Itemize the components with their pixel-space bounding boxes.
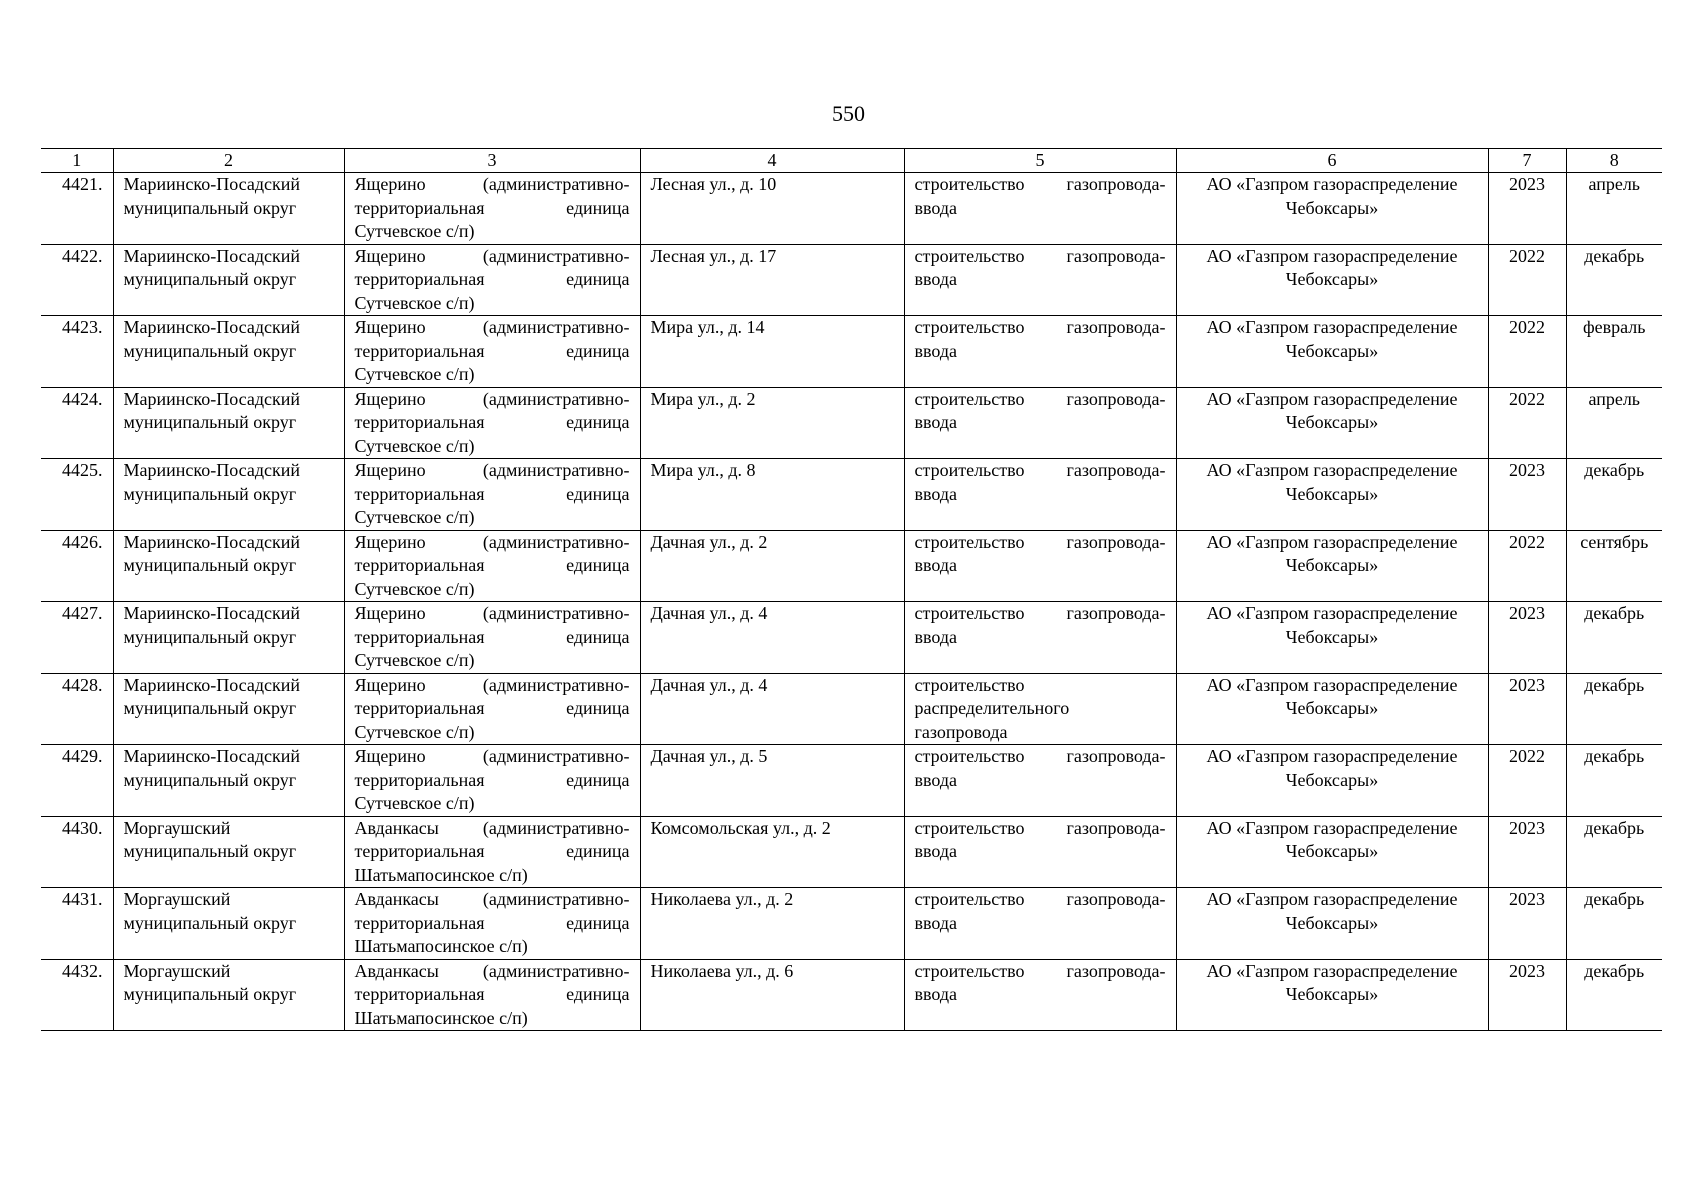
locality-cell: Ящерино (административно-территориальная единица Сутчевское с/п)	[344, 316, 640, 388]
district-cell: Мариинско-Посадский муниципальный округ	[113, 602, 344, 674]
locality-cell: Ящерино (административно-территориальная единица Сутчевское с/п)	[344, 459, 640, 531]
row-number-cell: 4426.	[41, 530, 113, 602]
column-header: 8	[1566, 149, 1662, 173]
work-type-cell: строительство газопровода-ввода	[904, 173, 1176, 245]
work-type-cell: строительство газопровода-ввода	[904, 959, 1176, 1031]
locality-cell: Ящерино (административно-территориальная единица Сутчевское с/п)	[344, 530, 640, 602]
address-cell: Лесная ул., д. 17	[640, 244, 904, 316]
row-number-cell: 4423.	[41, 316, 113, 388]
district-cell: Мариинско-Посадский муниципальный округ	[113, 673, 344, 745]
district-cell: Мариинско-Посадский муниципальный округ	[113, 173, 344, 245]
column-number-row	[41, 149, 1662, 173]
table-row	[41, 602, 1662, 674]
year-cell: 2022	[1488, 387, 1566, 459]
month-cell: апрель	[1566, 387, 1662, 459]
row-number-cell: 4429.	[41, 745, 113, 817]
year-cell: 2022	[1488, 745, 1566, 817]
district-cell: Мариинско-Посадский муниципальный округ	[113, 745, 344, 817]
month-cell: сентябрь	[1566, 530, 1662, 602]
row-number-cell: 4425.	[41, 459, 113, 531]
address-cell: Мира ул., д. 14	[640, 316, 904, 388]
work-type-cell: строительство распределительного газопровода	[904, 673, 1176, 745]
month-cell: декабрь	[1566, 888, 1662, 960]
row-number-cell: 4427.	[41, 602, 113, 674]
year-cell: 2022	[1488, 316, 1566, 388]
address-cell: Дачная ул., д. 2	[640, 530, 904, 602]
locality-cell: Ящерино (административно-территориальная единица Сутчевское с/п)	[344, 745, 640, 817]
work-type-cell: строительство газопровода-ввода	[904, 530, 1176, 602]
work-type-cell: строительство газопровода-ввода	[904, 316, 1176, 388]
month-cell: декабрь	[1566, 816, 1662, 888]
month-cell: декабрь	[1566, 602, 1662, 674]
work-type-cell: строительство газопровода-ввода	[904, 745, 1176, 817]
organization-cell: АО «Газпром газораспределение Чебоксары»	[1176, 316, 1488, 388]
month-cell: апрель	[1566, 173, 1662, 245]
address-cell: Дачная ул., д. 5	[640, 745, 904, 817]
month-cell: февраль	[1566, 316, 1662, 388]
row-number-cell: 4422.	[41, 244, 113, 316]
organization-cell: АО «Газпром газораспределение Чебоксары»	[1176, 888, 1488, 960]
organization-cell: АО «Газпром газораспределение Чебоксары»	[1176, 673, 1488, 745]
month-cell: декабрь	[1566, 745, 1662, 817]
address-cell: Мира ул., д. 8	[640, 459, 904, 531]
address-cell: Комсомольская ул., д. 2	[640, 816, 904, 888]
district-cell: Мариинско-Посадский муниципальный округ	[113, 459, 344, 531]
table-row	[41, 959, 1662, 1031]
year-cell: 2022	[1488, 244, 1566, 316]
organization-cell: АО «Газпром газораспределение Чебоксары»	[1176, 173, 1488, 245]
address-cell: Мира ул., д. 2	[640, 387, 904, 459]
work-type-cell: строительство газопровода-ввода	[904, 244, 1176, 316]
organization-cell: АО «Газпром газораспределение Чебоксары»	[1176, 459, 1488, 531]
locality-cell: Ящерино (административно-территориальная единица Сутчевское с/п)	[344, 387, 640, 459]
district-cell: Мариинско-Посадский муниципальный округ	[113, 387, 344, 459]
organization-cell: АО «Газпром газораспределение Чебоксары»	[1176, 745, 1488, 817]
table-row	[41, 530, 1662, 602]
table-row	[41, 888, 1662, 960]
table-row	[41, 745, 1662, 817]
table-row	[41, 673, 1662, 745]
address-cell: Дачная ул., д. 4	[640, 602, 904, 674]
work-type-cell: строительство газопровода-ввода	[904, 387, 1176, 459]
table-row	[41, 459, 1662, 531]
table-row	[41, 316, 1662, 388]
year-cell: 2023	[1488, 816, 1566, 888]
table-body	[41, 173, 1662, 1031]
year-cell: 2023	[1488, 602, 1566, 674]
table-row	[41, 816, 1662, 888]
work-type-cell: строительство газопровода-ввода	[904, 602, 1176, 674]
column-header: 3	[344, 149, 640, 173]
row-number-cell: 4432.	[41, 959, 113, 1031]
column-header: 6	[1176, 149, 1488, 173]
locality-cell: Ящерино (административно-территориальная единица Сутчевское с/п)	[344, 173, 640, 245]
year-cell: 2023	[1488, 459, 1566, 531]
locality-cell: Ящерино (административно-территориальная единица Сутчевское с/п)	[344, 673, 640, 745]
year-cell: 2022	[1488, 530, 1566, 602]
table-row	[41, 244, 1662, 316]
year-cell: 2023	[1488, 673, 1566, 745]
locality-cell: Авданкасы (административно-территориальная единица Шатьмапосинское с/п)	[344, 816, 640, 888]
month-cell: декабрь	[1566, 244, 1662, 316]
organization-cell: АО «Газпром газораспределение Чебоксары»	[1176, 530, 1488, 602]
organization-cell: АО «Газпром газораспределение Чебоксары»	[1176, 244, 1488, 316]
column-header: 1	[41, 149, 113, 173]
column-header: 5	[904, 149, 1176, 173]
district-cell: Моргаушский муниципальный округ	[113, 959, 344, 1031]
district-cell: Моргаушский муниципальный округ	[113, 888, 344, 960]
row-number-cell: 4424.	[41, 387, 113, 459]
address-cell: Николаева ул., д. 6	[640, 959, 904, 1031]
month-cell: декабрь	[1566, 959, 1662, 1031]
row-number-cell: 4421.	[41, 173, 113, 245]
address-cell: Лесная ул., д. 10	[640, 173, 904, 245]
district-cell: Мариинско-Посадский муниципальный округ	[113, 530, 344, 602]
organization-cell: АО «Газпром газораспределение Чебоксары»	[1176, 816, 1488, 888]
column-header: 7	[1488, 149, 1566, 173]
row-number-cell: 4431.	[41, 888, 113, 960]
row-number-cell: 4428.	[41, 673, 113, 745]
year-cell: 2023	[1488, 173, 1566, 245]
work-type-cell: строительство газопровода-ввода	[904, 888, 1176, 960]
month-cell: декабрь	[1566, 459, 1662, 531]
address-cell: Николаева ул., д. 2	[640, 888, 904, 960]
address-cell: Дачная ул., д. 4	[640, 673, 904, 745]
locality-cell: Ящерино (административно-территориальная единица Сутчевское с/п)	[344, 602, 640, 674]
gasification-table	[41, 148, 1662, 1031]
district-cell: Моргаушский муниципальный округ	[113, 816, 344, 888]
column-header: 4	[640, 149, 904, 173]
year-cell: 2023	[1488, 888, 1566, 960]
work-type-cell: строительство газопровода-ввода	[904, 816, 1176, 888]
locality-cell: Авданкасы (административно-территориальная единица Шатьмапосинское с/п)	[344, 959, 640, 1031]
district-cell: Мариинско-Посадский муниципальный округ	[113, 316, 344, 388]
locality-cell: Авданкасы (административно-территориальная единица Шатьмапосинское с/п)	[344, 888, 640, 960]
table-row	[41, 387, 1662, 459]
table-row	[41, 173, 1662, 245]
work-type-cell: строительство газопровода-ввода	[904, 459, 1176, 531]
organization-cell: АО «Газпром газораспределение Чебоксары»	[1176, 959, 1488, 1031]
page-number: 550	[832, 101, 865, 126]
locality-cell: Ящерино (административно-территориальная единица Сутчевское с/п)	[344, 244, 640, 316]
district-cell: Мариинско-Посадский муниципальный округ	[113, 244, 344, 316]
organization-cell: АО «Газпром газораспределение Чебоксары»	[1176, 387, 1488, 459]
year-cell: 2023	[1488, 959, 1566, 1031]
month-cell: декабрь	[1566, 673, 1662, 745]
column-header: 2	[113, 149, 344, 173]
organization-cell: АО «Газпром газораспределение Чебоксары»	[1176, 602, 1488, 674]
row-number-cell: 4430.	[41, 816, 113, 888]
